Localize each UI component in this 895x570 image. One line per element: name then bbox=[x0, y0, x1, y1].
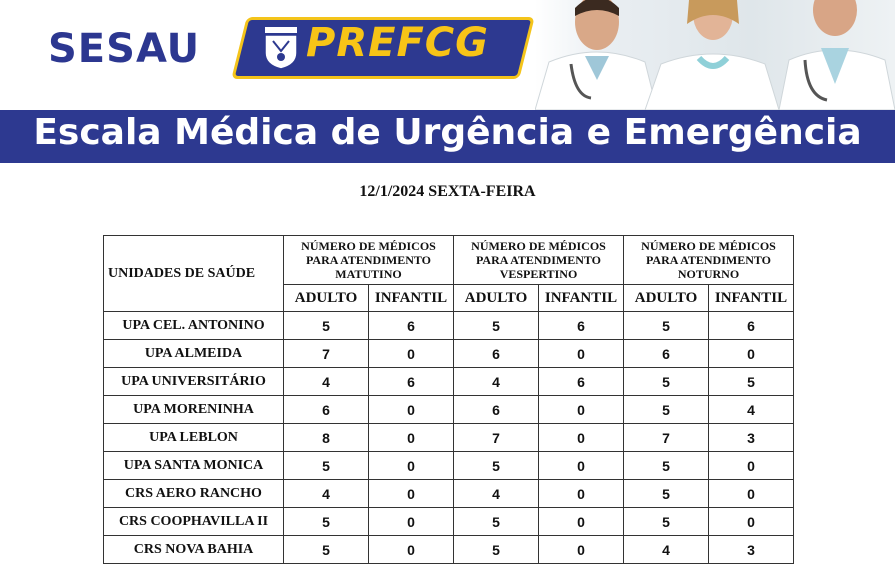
doctor-count-cell: 0 bbox=[369, 340, 454, 368]
doctor-count-cell: 3 bbox=[709, 536, 794, 564]
group-header-night: NÚMERO DE MÉDICOS PARA ATENDIMENTO NOTURNO bbox=[624, 236, 794, 285]
doctor-count-cell: 0 bbox=[539, 452, 624, 480]
unit-name-cell: UPA ALMEIDA bbox=[104, 340, 284, 368]
doctor-count-cell: 0 bbox=[539, 480, 624, 508]
doctors-photo bbox=[535, 0, 895, 110]
doctor-count-cell: 0 bbox=[369, 480, 454, 508]
header bbox=[0, 0, 895, 110]
doctor-count-cell: 6 bbox=[284, 396, 369, 424]
doctor-count-cell: 4 bbox=[709, 396, 794, 424]
unit-name-cell: CRS COOPHAVILLA II bbox=[104, 508, 284, 536]
doctor-count-cell: 0 bbox=[369, 424, 454, 452]
doctor-count-cell: 7 bbox=[624, 424, 709, 452]
city-emblem-icon bbox=[259, 25, 303, 71]
unit-name-cell: UPA SANTA MONICA bbox=[104, 452, 284, 480]
banner-title: Escala Médica de Urgência e Emergência bbox=[33, 112, 862, 153]
doctor-count-cell: 5 bbox=[624, 452, 709, 480]
doctor-count-cell: 5 bbox=[624, 368, 709, 396]
subheader-adult: ADULTO bbox=[284, 285, 369, 312]
doctor-count-cell: 6 bbox=[454, 396, 539, 424]
doctor-count-cell: 5 bbox=[284, 452, 369, 480]
table-row bbox=[104, 424, 794, 452]
doctor-count-cell: 0 bbox=[539, 396, 624, 424]
table-body bbox=[104, 312, 794, 564]
unit-name-cell: UPA MORENINHA bbox=[104, 396, 284, 424]
doctor-count-cell: 0 bbox=[709, 452, 794, 480]
doctor-count-cell: 5 bbox=[284, 312, 369, 340]
doctor-count-cell: 4 bbox=[284, 480, 369, 508]
doctor-count-cell: 8 bbox=[284, 424, 369, 452]
doctor-count-cell: 5 bbox=[454, 536, 539, 564]
unit-name-cell: CRS AERO RANCHO bbox=[104, 480, 284, 508]
unit-name-cell: UPA LEBLON bbox=[104, 424, 284, 452]
doctor-count-cell: 5 bbox=[624, 508, 709, 536]
table-row bbox=[104, 368, 794, 396]
doctor-count-cell: 0 bbox=[539, 508, 624, 536]
doctor-count-cell: 5 bbox=[709, 368, 794, 396]
doctor-count-cell: 0 bbox=[539, 424, 624, 452]
doctor-count-cell: 6 bbox=[369, 368, 454, 396]
table-row bbox=[104, 312, 794, 340]
doctor-count-cell: 5 bbox=[454, 452, 539, 480]
table-row bbox=[104, 536, 794, 564]
doctor-count-cell: 0 bbox=[539, 340, 624, 368]
doctor-count-cell: 6 bbox=[369, 312, 454, 340]
doctor-count-cell: 6 bbox=[709, 312, 794, 340]
subheader-adult: ADULTO bbox=[454, 285, 539, 312]
doctor-count-cell: 4 bbox=[284, 368, 369, 396]
subheader-child: INFANTIL bbox=[709, 285, 794, 312]
doctor-count-cell: 4 bbox=[454, 368, 539, 396]
subheader-child: INFANTIL bbox=[539, 285, 624, 312]
doctor-count-cell: 5 bbox=[454, 312, 539, 340]
unit-name-cell: UPA CEL. ANTONINO bbox=[104, 312, 284, 340]
table-row bbox=[104, 452, 794, 480]
doctor-count-cell: 5 bbox=[454, 508, 539, 536]
doctor-count-cell: 6 bbox=[624, 340, 709, 368]
doctor-count-cell: 5 bbox=[624, 480, 709, 508]
group-header-afternoon: NÚMERO DE MÉDICOS PARA ATENDIMENTO VESPERTINO bbox=[454, 236, 624, 285]
table-row bbox=[104, 340, 794, 368]
table-row bbox=[104, 480, 794, 508]
group-header-morning: NÚMERO DE MÉDICOS PARA ATENDIMENTO MATUTINO bbox=[284, 236, 454, 285]
doctor-count-cell: 0 bbox=[709, 480, 794, 508]
schedule-date: 12/1/2024 SEXTA-FEIRA bbox=[359, 183, 536, 200]
doctor-count-cell: 0 bbox=[709, 340, 794, 368]
doctor-count-cell: 6 bbox=[539, 368, 624, 396]
brand-name: PREFCG bbox=[306, 20, 489, 66]
subheader-child: INFANTIL bbox=[369, 285, 454, 312]
doctor-count-cell: 0 bbox=[369, 452, 454, 480]
table-row bbox=[104, 508, 794, 536]
doctor-count-cell: 5 bbox=[624, 396, 709, 424]
doctor-count-cell: 0 bbox=[369, 508, 454, 536]
title-banner bbox=[0, 110, 895, 163]
doctor-count-cell: 7 bbox=[284, 340, 369, 368]
doctor-count-cell: 5 bbox=[284, 508, 369, 536]
doctor-count-cell: 5 bbox=[284, 536, 369, 564]
doctor-count-cell: 3 bbox=[709, 424, 794, 452]
doctor-count-cell: 0 bbox=[709, 508, 794, 536]
table-group-header-row bbox=[104, 236, 794, 285]
unit-name-cell: UPA UNIVERSITÁRIO bbox=[104, 368, 284, 396]
subheader-adult: ADULTO bbox=[624, 285, 709, 312]
org-name: SESAU bbox=[48, 26, 201, 72]
doctor-count-cell: 6 bbox=[539, 312, 624, 340]
doctor-count-cell: 0 bbox=[369, 536, 454, 564]
unit-name-cell: CRS NOVA BAHIA bbox=[104, 536, 284, 564]
doctor-count-cell: 5 bbox=[624, 312, 709, 340]
table-row bbox=[104, 396, 794, 424]
doctor-count-cell: 4 bbox=[624, 536, 709, 564]
units-column-header: UNIDADES DE SAÚDE bbox=[104, 236, 284, 312]
doctor-count-cell: 4 bbox=[454, 480, 539, 508]
doctor-count-cell: 7 bbox=[454, 424, 539, 452]
doctor-count-cell: 0 bbox=[369, 396, 454, 424]
doctor-count-cell: 6 bbox=[454, 340, 539, 368]
schedule-table bbox=[103, 235, 794, 564]
doctor-count-cell: 0 bbox=[539, 536, 624, 564]
